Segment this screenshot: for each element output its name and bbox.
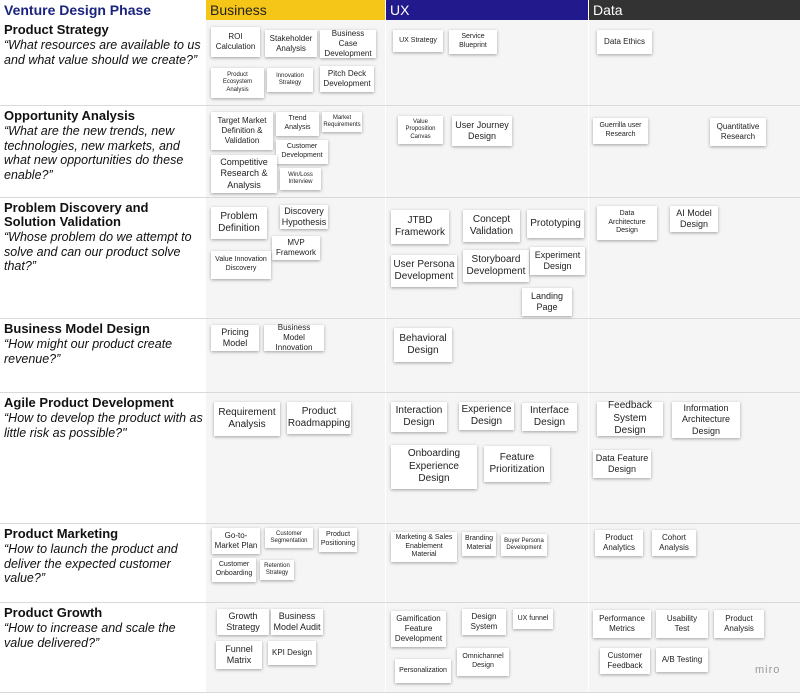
sticky-note-customer-feedback[interactable]: Customer Feedback [600,648,650,674]
sticky-note-personalization[interactable]: Personalization [395,659,451,683]
sticky-note-quantitative-research[interactable]: Quantitative Research [710,118,766,146]
sticky-note-user-journey-design[interactable]: User Journey Design [452,116,512,146]
sticky-note-marketing-sales-enablement-material[interactable]: Marketing & Sales Enablement Material [391,532,457,562]
sticky-note-experiment-design[interactable]: Experiment Design [530,247,585,275]
sticky-note-target-market-definition-validation[interactable]: Target Market Definition & Validation [211,112,273,150]
sticky-note-value-proposition-canvas[interactable]: Value Proposition Canvas [398,116,443,144]
phase-question: “How to launch the product and deliver the expected customer value?” [4,542,178,585]
sticky-note-pitch-deck-development[interactable]: Pitch Deck Development [320,66,374,92]
phase-problem-discovery-and-solution-validation [4,201,204,274]
sticky-note-ux-strategy[interactable]: UX Strategy [393,30,443,52]
sticky-note-a-b-testing[interactable]: A/B Testing [656,648,708,672]
phase-question: “How might our product create revenue?” [4,337,173,366]
phase-question: “What are the new trends, new technologies, new markets, and what new opportunities do these enable?” [4,124,184,182]
sticky-note-market-requirements[interactable]: Market Requirements [322,112,362,132]
header-ux: UX [386,0,588,20]
sticky-note-interface-design[interactable]: Interface Design [522,403,577,431]
sticky-note-jtbd-framework[interactable]: JTBD Framework [391,210,449,244]
sticky-note-landing-page[interactable]: Landing Page [522,288,572,316]
row-divider [0,392,800,393]
sticky-note-concept-validation[interactable]: Concept Validation [463,210,520,242]
sticky-note-guerrilla-user-research[interactable]: Guerrilla user Research [593,118,648,144]
sticky-note-innovation-strategy[interactable]: Innovation Strategy [267,68,313,92]
sticky-note-customer-development[interactable]: Customer Development [276,140,328,164]
phase-title: Business Model Design [4,321,150,336]
sticky-note-requirement-analysis[interactable]: Requirement Analysis [214,402,280,436]
row-divider [0,523,800,524]
header-phase: Venture Design Phase [0,0,205,20]
sticky-note-service-blueprint[interactable]: Service Blueprint [449,30,497,54]
row-divider [0,318,800,319]
phase-opportunity-analysis [4,109,204,182]
sticky-note-data-ethics[interactable]: Data Ethics [597,30,652,54]
phase-question: “What resources are available to us and what value should we create?” [4,38,201,67]
header-business: Business [206,0,385,20]
sticky-note-roi-calculation[interactable]: ROI Calculation [211,27,260,57]
sticky-note-growth-strategy[interactable]: Growth Strategy [217,609,269,635]
sticky-note-data-feature-design[interactable]: Data Feature Design [593,450,651,478]
phase-question: “How to increase and scale the value delivered?” [4,621,176,650]
sticky-note-user-persona-development[interactable]: User Persona Development [391,255,457,287]
sticky-note-cohort-analysis[interactable]: Cohort Analysis [652,530,696,556]
phase-product-marketing [4,527,204,586]
phase-title: Product Strategy [4,22,109,37]
sticky-note-kpi-design[interactable]: KPI Design [268,641,316,665]
sticky-note-omnichannel-design[interactable]: Omnichannel Design [457,648,509,676]
sticky-note-information-architecture-design[interactable]: Information Architecture Design [672,402,740,438]
phase-title: Product Growth [4,605,103,620]
sticky-note-value-innovation-discovery[interactable]: Value Innovation Discovery [211,251,271,279]
sticky-note-discovery-hypothesis[interactable]: Discovery Hypothesis [281,205,327,227]
row-divider [0,602,800,603]
sticky-note-business-model-audit[interactable]: Business Model Audit [271,609,323,635]
sticky-note-onboarding-experience-design[interactable]: Onboarding Experience Design [391,445,477,489]
sticky-note-funnel-matrix[interactable]: Funnel Matrix [216,641,262,669]
sticky-note-prototyping[interactable]: Prototyping [527,210,584,238]
sticky-note-interaction-design[interactable]: Interaction Design [391,402,447,432]
sticky-note-retention-strategy[interactable]: Retention Strategy [260,560,294,580]
phase-question: “How to develop the product with as little risk as possible?" [4,411,203,440]
phase-question: “Whose problem do we attempt to solve and can our product solve that?” [4,230,192,273]
sticky-note-go-to-market-plan[interactable]: Go-to- Market Plan [212,528,260,554]
phase-agile-product-development [4,396,204,440]
phase-product-growth [4,606,204,650]
sticky-note-pricing-model[interactable]: Pricing Model [211,325,259,351]
phase-title: Problem Discovery and Solution Validation [4,200,149,229]
row-divider [0,197,800,198]
sticky-note-storyboard-development[interactable]: Storyboard Development [463,250,529,282]
sticky-note-buyer-persona-development[interactable]: Buyer Persona Development [501,534,547,556]
sticky-note-gamification-feature-development[interactable]: Gamification Feature Development [391,611,446,647]
phase-business-model-design [4,322,204,366]
sticky-note-data-architecture-design[interactable]: Data Architecture Design [597,206,657,240]
sticky-note-ai-model-design[interactable]: AI Model Design [670,206,718,232]
phase-title: Agile Product Development [4,395,174,410]
sticky-note-design-system[interactable]: Design System [462,609,506,635]
sticky-note-product-analytics[interactable]: Product Analytics [595,530,643,556]
sticky-note-win-loss-interview[interactable]: Win/Loss Interview [280,168,321,190]
cell-background [589,319,800,392]
sticky-note-feature-prioritization[interactable]: Feature Prioritization [484,446,550,482]
sticky-note-usability-test[interactable]: Usability Test [656,610,708,638]
sticky-note-customer-segmentation[interactable]: Customer Segmentation [265,528,313,548]
miro-watermark: miro [755,664,781,676]
row-divider [0,105,800,106]
sticky-note-competitive-research-analysis[interactable]: Competitive Research & Analysis [211,155,277,193]
sticky-note-product-roadmapping[interactable]: Product Roadmapping [287,402,351,434]
sticky-note-stakeholder-analysis[interactable]: Stakeholder Analysis [265,30,317,57]
sticky-note-experience-design[interactable]: Experience Design [459,402,514,430]
sticky-note-trend-analysis[interactable]: Trend Analysis [276,112,319,136]
sticky-note-behavioral-design[interactable]: Behavioral Design [394,328,452,362]
header-data: Data [589,0,800,20]
sticky-note-business-case-development[interactable]: Business Case Development [320,30,376,58]
sticky-note-branding-material[interactable]: Branding Material [462,532,496,556]
phase-product-strategy [4,23,204,67]
sticky-note-business-model-innovation[interactable]: Business Model Innovation [264,325,324,351]
sticky-note-product-analysis[interactable]: Product Analysis [714,610,764,638]
sticky-note-customer-onboarding[interactable]: Customer Onboarding [212,558,256,582]
sticky-note-performance-metrics[interactable]: Performance Metrics [593,610,651,638]
sticky-note-feedback-system-design[interactable]: Feedback System Design [597,402,663,436]
phase-title: Opportunity Analysis [4,108,135,123]
sticky-note-product-ecosystem-analysis[interactable]: Product Ecosystem Analysis [211,68,264,98]
phase-title: Product Marketing [4,526,119,541]
sticky-note-problem-definition[interactable]: Problem Definition [211,207,267,239]
sticky-note-mvp-framework[interactable]: MVP Framework [272,236,320,260]
sticky-note-product-positioning[interactable]: Product Positioning [319,528,357,552]
sticky-note-ux-funnel[interactable]: UX funnel [513,609,553,629]
